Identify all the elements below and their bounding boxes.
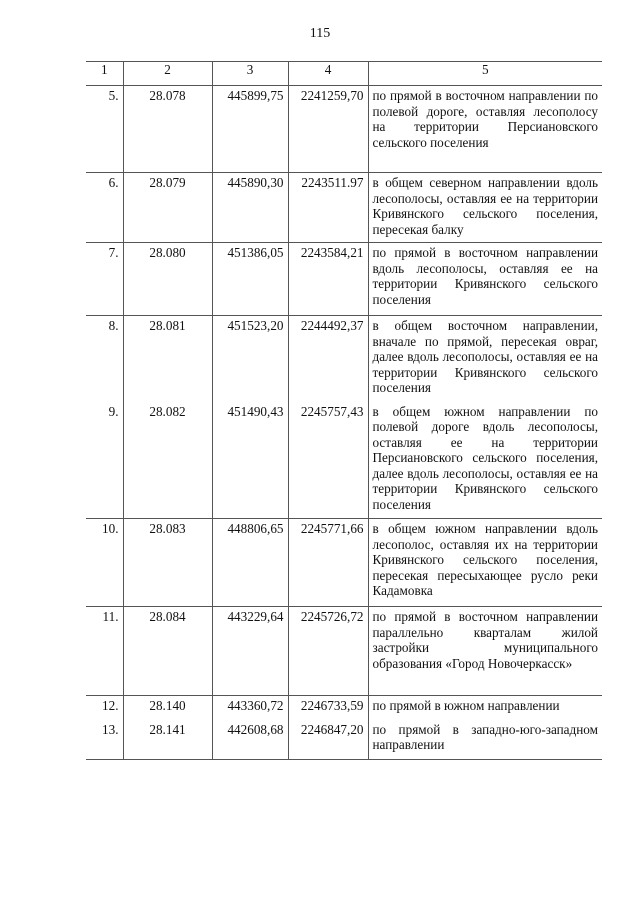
point-code: 28.082 (123, 402, 212, 519)
table-row (86, 173, 602, 243)
coordinate-x: 445899,75 (212, 86, 288, 173)
point-code: 28.141 (123, 720, 212, 760)
row-number: 7. (86, 243, 123, 316)
row-number: 12. (86, 696, 123, 720)
boundary-description: по прямой в западно-юго-западном направлении (368, 720, 602, 760)
coordinate-y: 2246733,59 (288, 696, 368, 720)
point-code: 28.084 (123, 607, 212, 696)
row-number: 13. (86, 720, 123, 760)
coordinate-x: 442608,68 (212, 720, 288, 760)
table-row (86, 243, 602, 316)
coordinate-y: 2243584,21 (288, 243, 368, 316)
boundary-description: по прямой в восточном направлении вдоль лесополосы, оставляя ее на территории Кривянского сельского поселения (368, 243, 602, 316)
boundary-description: в общем восточном направлении, вначале по прямой, пересекая овраг, далее вдоль лесополосы, оставляя ее на территории Кривянского сельского поселения (372, 318, 598, 396)
coordinate-x: 445890,30 (212, 173, 288, 243)
coordinate-y: 2245726,72 (288, 607, 368, 696)
coordinate-y: 2245771,66 (288, 519, 368, 607)
coordinate-y: 2244492,37 (288, 316, 368, 402)
point-code: 28.079 (123, 173, 212, 243)
page-number: 115 (309, 26, 331, 41)
coordinates-table (86, 61, 602, 760)
table-header-row (86, 62, 602, 86)
coordinate-x: 451523,20 (212, 316, 288, 402)
table-row (86, 86, 602, 173)
boundary-description: по прямой в восточном направлении параллельно кварталам жилой застройки муниципального образования «Город Новочеркасск» (368, 607, 602, 696)
coordinate-y: 2243511.97 (288, 173, 368, 243)
table-row (86, 402, 602, 519)
table-row (86, 607, 602, 696)
column-header-1: 1 (86, 62, 123, 86)
coordinate-x: 443360,72 (212, 696, 288, 720)
point-code: 28.078 (123, 86, 212, 173)
boundary-description: в общем северном направлении вдоль лесополосы, оставляя ее на территории Кривянского сельского поселения, пересекая балку (368, 173, 602, 243)
coordinate-y: 2241259,70 (288, 86, 368, 173)
row-number: 6. (86, 173, 123, 243)
row-number: 10. (86, 519, 123, 607)
coordinate-x: 448806,65 (212, 519, 288, 607)
column-header-4: 4 (288, 62, 368, 86)
boundary-description: по прямой в южном направлении (372, 698, 560, 713)
column-header-5: 5 (368, 62, 602, 86)
row-number: 9. (86, 402, 123, 519)
row-number: 5. (86, 86, 123, 173)
coordinate-y: 2246847,20 (288, 720, 368, 760)
coordinate-x: 451490,43 (212, 402, 288, 519)
point-code: 28.140 (123, 696, 212, 720)
column-header-2: 2 (123, 62, 212, 86)
point-code: 28.080 (123, 243, 212, 316)
point-code: 28.081 (123, 316, 212, 402)
boundary-description: в общем южном направлении вдоль лесополос, оставляя их на территории Кривянского сельского поселения, пересекая пересыхающее русло реки Кадамовка (368, 519, 602, 607)
boundary-description: в общем южном направлении по полевой дороге вдоль лесополосы, оставляя ее на территории Персиановского сельского поселения, далее вдоль лесополосы, оставляя ее на территории Кривянского сельского поселения (368, 402, 602, 519)
row-number: 8. (86, 316, 123, 402)
boundary-description: по прямой в восточном направлении по полевой дороге, оставляя лесополосу на территории Персиановского сельского поселения (368, 86, 602, 173)
table-row (86, 519, 602, 607)
point-code: 28.083 (123, 519, 212, 607)
column-header-3: 3 (212, 62, 288, 86)
table-row (86, 720, 602, 760)
table-row (86, 696, 602, 720)
row-number: 11. (86, 607, 123, 696)
table-row (86, 316, 602, 402)
coordinate-x: 451386,05 (212, 243, 288, 316)
coordinate-y: 2245757,43 (288, 402, 368, 519)
coordinate-x: 443229,64 (212, 607, 288, 696)
